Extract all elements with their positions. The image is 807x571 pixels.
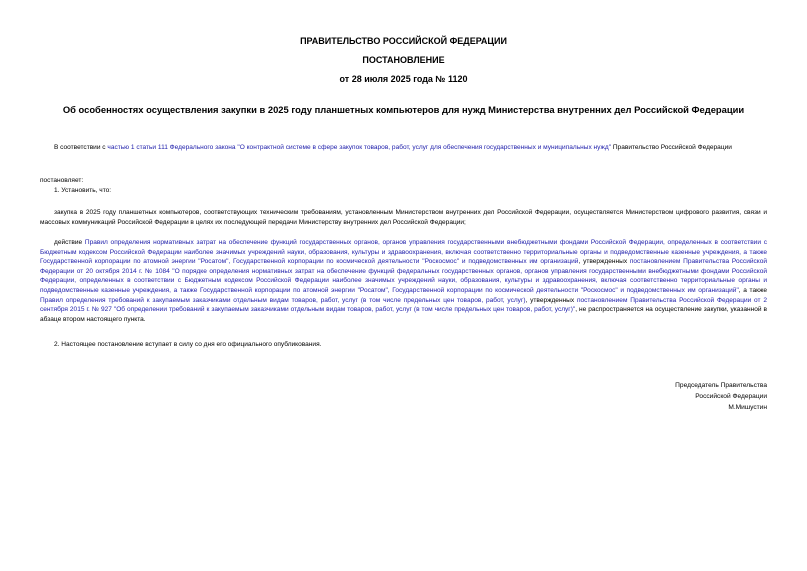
exemption-text-1: действие [54, 239, 85, 246]
exemption-text-4: , утвержденных [525, 296, 577, 304]
exemption-paragraph [40, 238, 767, 324]
signature-name: М.Мишустин [728, 404, 767, 411]
exemption-text-3: , а также [738, 286, 767, 294]
document-type: ПОСТАНОВЛЕНИЕ [362, 55, 445, 65]
decides-line: постановляет: [40, 177, 84, 184]
item-2-paragraph: 2. Настоящее постановление вступает в силу со дня его официального опубликования. [54, 341, 322, 348]
procurement-paragraph: закупка в 2025 году планшетных компьютеров, соответствующих техническим требованиям, установленным Министерством внутренних дел Российской Федерации, осуществляется Министерством цифрового развития, связи и массовых коммуникаций Российской Федерации в целях их последующей передачи Министерству внутренних дел Российской Федерации; [40, 209, 767, 226]
resolution-1084-link[interactable]: постановлением Правительства Российской Федерации от 20 октября 2014 г. № 1084 "О порядке определения нормативных затрат на обеспечение функций федеральных государственных органов, органов управления государственными внебюджетными фондами Российской Федерации, определенных в соответствии с Бюджетным кодексом Российской Федерации наиболее значимых учреждений науки, образования, культуры и здравоохранения, включая соответственно территориальные органы и подведомственные казенные учреждения, а также Государственной корпорации по атомной энергии "Росатом", Государственной корпорации по космической деятельности "Роскосмос" и подведомственных им организаций" [40, 258, 768, 294]
preamble-text-1: В соответствии с [54, 144, 108, 151]
signature-position-line1: Председатель Правительства [675, 382, 767, 389]
preamble-paragraph [40, 143, 767, 153]
requirements-rules-link[interactable]: Правил определения требований к закупаемым заказчиками отдельным видам товаров, работ, услуг (в том числе предельных цен товаров, работ, услуг) [40, 296, 526, 304]
exemption-text-5: , не распространяется на осуществление закупки, указанной в абзаце втором настоящего пункта. [40, 306, 767, 323]
document-date-number: от 28 июля 2025 года № 1120 [339, 74, 468, 84]
cost-rules-link[interactable]: Правил определения нормативных затрат на обеспечение функций государственных органов, органов управления государственными внебюджетными фондами Российской Федерации, определенных в соответствии с Бюджетным кодексом Российской Федерации наиболее значимых учреждений науки, образования, культуры и здравоохранения, включая соответственно территориальные органы и подведомственные казенные учреждения, а также Государственной корпорации по атомной энергии "Росатом", Государственной корпорации по космической деятельности "Роскосмос" и подведомственных им организаций [40, 239, 767, 266]
signature-block [675, 380, 767, 413]
law-reference-link[interactable]: частью 1 статьи 111 Федерального закона "О контрактной системе в сфере закупок товаров, работ, услуг для обеспечения государственных и муниципальных нужд" [107, 144, 612, 151]
item-1-heading: 1. Установить, что: [54, 187, 112, 194]
government-heading: ПРАВИТЕЛЬСТВО РОССИЙСКОЙ ФЕДЕРАЦИИ [300, 36, 507, 46]
exemption-text-2: , утвержденных [578, 258, 630, 266]
preamble-text-2: Правительство Российской Федерации [611, 144, 732, 151]
resolution-927-link[interactable]: постановлением Правительства Российской Федерации от 2 сентября 2015 г. № 927 "Об определении требований к закупаемым заказчиками отдельным видам товаров, работ, услуг (в том числе предельных цен товаров, работ, услуг)" [40, 296, 767, 314]
signature-position-line2: Российской Федерации [695, 393, 767, 400]
document-title: Об особенностях осуществления закупки в 2025 году планшетных компьютеров для нужд Министерства внутренних дел Российской Федерации [62, 104, 745, 115]
